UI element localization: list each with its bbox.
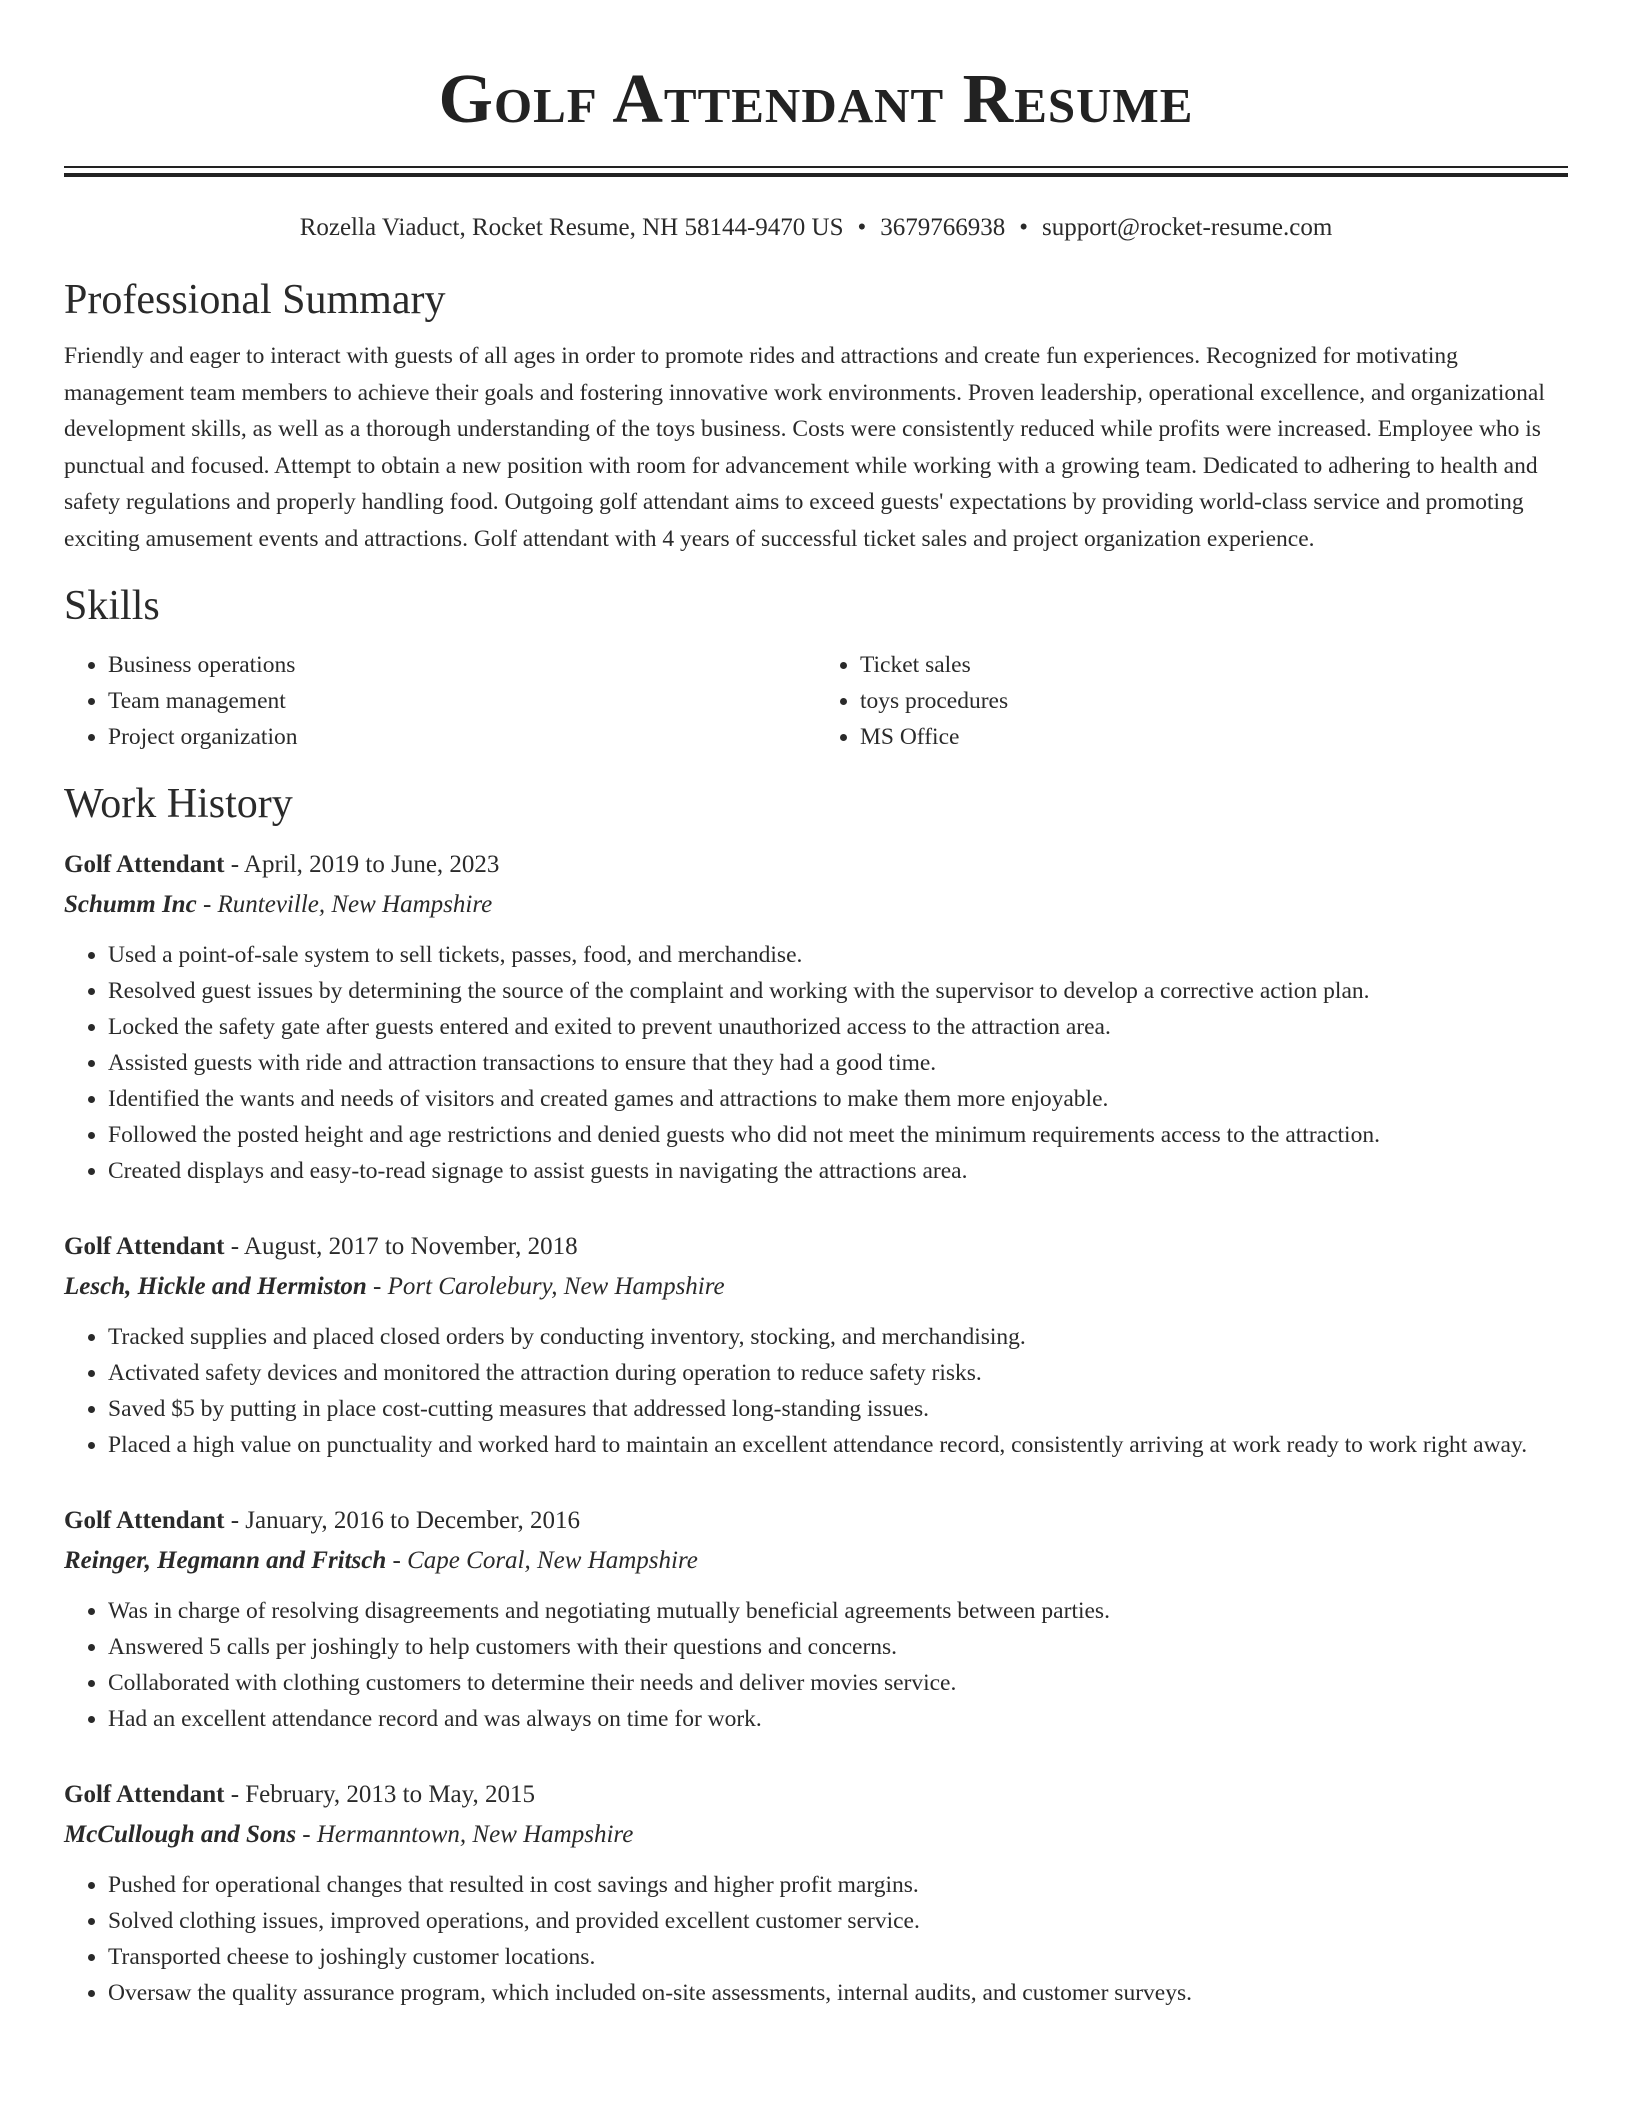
contact-phone: 3679766938 bbox=[880, 214, 1006, 241]
summary-text: Friendly and eager to interact with guests of all ages in order to promote rides and attractions and create fun experiences. Recognized for motivating management team members to achieve their goals and fostering innovative work environments. Proven leadership, operational excellence, and organizational development skills, as well as a thorough understanding of the toys business. Costs were consistently reduced while profits were increased. Employee who is punctual and focused. Attempt to obtain a new position with room for advancement while working with a growing team. Dedicated to adhering to health and safety regulations and properly handling food. Outgoing golf attendant aims to exceed guests' expectations by providing world-class service and promoting exciting amusement events and attractions. Golf attendant with 4 years of successful ticket sales and project organization experience. bbox=[64, 343, 1545, 552]
job-location: - Cape Coral, New Hampshire bbox=[386, 1547, 698, 1574]
job-company: Reinger, Hegmann and Fritsch bbox=[64, 1547, 387, 1574]
job-location: - Runteville, New Hampshire bbox=[196, 891, 493, 918]
job-dates: - February, 2013 to May, 2015 bbox=[224, 1781, 536, 1808]
job-bullets bbox=[64, 1867, 1568, 2011]
job-bullet: • Transported cheese to joshingly customer locations. bbox=[108, 1939, 1568, 1975]
skills-list-left bbox=[64, 647, 816, 755]
job-bullet: • Activated safety devices and monitored the attraction during operation to reduce safety risks. bbox=[108, 1355, 1568, 1391]
job-dates: - August, 2017 to November, 2018 bbox=[224, 1233, 578, 1260]
job-bullet: • Resolved guest issues by determining the source of the complaint and working with the supervisor to develop a corrective action plan. bbox=[108, 973, 1568, 1009]
job-dates: - April, 2019 to June, 2023 bbox=[224, 851, 500, 878]
resume-title: Golf Attendant Resume bbox=[438, 61, 1194, 138]
contact-address: Rozella Viaduct, Rocket Resume, NH 58144-9470 US bbox=[299, 214, 844, 241]
skill-item: • Team management bbox=[108, 683, 816, 719]
job-bullets bbox=[64, 937, 1568, 1189]
skills-section bbox=[64, 581, 1568, 755]
job-bullet: • Followed the posted height and age restrictions and denied guests who did not meet the minimum requirements access to the attraction. bbox=[108, 1117, 1568, 1153]
job-entry bbox=[64, 1501, 1568, 1737]
skills-columns bbox=[64, 647, 1568, 755]
job-bullet: • Was in charge of resolving disagreements and negotiating mutually beneficial agreements between parties. bbox=[108, 1593, 1568, 1629]
job-bullets bbox=[64, 1319, 1568, 1463]
job-title: Golf Attendant bbox=[64, 851, 225, 878]
job-bullet: • Created displays and easy-to-read signage to assist guests in navigating the attractions area. bbox=[108, 1153, 1568, 1189]
summary-section bbox=[64, 275, 1568, 557]
job-bullet: • Pushed for operational changes that resulted in cost savings and higher profit margins. bbox=[108, 1867, 1568, 1903]
job-location: - Port Carolebury, New Hampshire bbox=[366, 1273, 725, 1300]
skill-item: • toys procedures bbox=[860, 683, 1568, 719]
skills-list-right bbox=[816, 647, 1568, 755]
job-bullet: • Oversaw the quality assurance program, which included on-site assessments, internal audits, and customer surveys. bbox=[108, 1975, 1568, 2011]
work-history-heading: Work History bbox=[64, 781, 293, 827]
job-title-line bbox=[64, 1501, 1568, 1541]
skill-item: • Project organization bbox=[108, 719, 816, 755]
job-bullet: • Answered 5 calls per joshingly to help customers with their questions and concerns. bbox=[108, 1629, 1568, 1665]
job-title-line bbox=[64, 1775, 1568, 1815]
job-company-line bbox=[64, 1541, 1568, 1581]
job-location: - Hermanntown, New Hampshire bbox=[296, 1821, 634, 1848]
contact-line bbox=[64, 211, 1568, 245]
job-title: Golf Attendant bbox=[64, 1781, 225, 1808]
job-bullet: • Identified the wants and needs of visitors and created games and attractions to make them more enjoyable. bbox=[108, 1081, 1568, 1117]
job-bullet: • Collaborated with clothing customers to determine their needs and deliver movies service. bbox=[108, 1665, 1568, 1701]
job-entry bbox=[64, 845, 1568, 1189]
contact-email: support@rocket-resume.com bbox=[1042, 214, 1333, 241]
job-company: McCullough and Sons bbox=[64, 1821, 297, 1848]
work-history-section bbox=[64, 779, 1568, 2011]
skill-item: • Business operations bbox=[108, 647, 816, 683]
job-company: Lesch, Hickle and Hermiston bbox=[64, 1273, 367, 1300]
job-company-line bbox=[64, 1267, 1568, 1307]
job-dates: - January, 2016 to December, 2016 bbox=[224, 1507, 581, 1534]
job-company-line bbox=[64, 1815, 1568, 1855]
job-company: Schumm Inc bbox=[64, 891, 197, 918]
job-bullet: • Had an excellent attendance record and was always on time for work. bbox=[108, 1701, 1568, 1737]
job-bullet: • Solved clothing issues, improved operations, and provided excellent customer service. bbox=[108, 1903, 1568, 1939]
job-bullet: • Used a point-of-sale system to sell tickets, passes, food, and merchandise. bbox=[108, 937, 1568, 973]
job-title: Golf Attendant bbox=[64, 1507, 225, 1534]
job-title: Golf Attendant bbox=[64, 1233, 225, 1260]
job-entry bbox=[64, 1775, 1568, 2011]
job-bullet: • Saved $5 by putting in place cost-cutting measures that addressed long-standing issues. bbox=[108, 1391, 1568, 1427]
job-bullet: • Placed a high value on punctuality and worked hard to maintain an excellent attendance record, consistently arriving at work ready to work right away. bbox=[108, 1427, 1568, 1463]
skills-heading: Skills bbox=[64, 583, 160, 629]
skill-item: • MS Office bbox=[860, 719, 1568, 755]
job-title-line bbox=[64, 845, 1568, 885]
contact-separator: • bbox=[857, 214, 867, 241]
job-company-line bbox=[64, 885, 1568, 925]
summary-heading: Professional Summary bbox=[64, 277, 446, 323]
job-bullets bbox=[64, 1593, 1568, 1737]
contact-separator: • bbox=[1019, 214, 1029, 241]
job-title-line bbox=[64, 1227, 1568, 1267]
skill-item: • Ticket sales bbox=[860, 647, 1568, 683]
job-entry bbox=[64, 1227, 1568, 1463]
job-bullet: • Assisted guests with ride and attraction transactions to ensure that they had a good time. bbox=[108, 1045, 1568, 1081]
job-bullet: • Tracked supplies and placed closed orders by conducting inventory, stocking, and merchandising. bbox=[108, 1319, 1568, 1355]
title-divider bbox=[64, 166, 1568, 177]
job-bullet: • Locked the safety gate after guests entered and exited to prevent unauthorized access to the attraction area. bbox=[108, 1009, 1568, 1045]
